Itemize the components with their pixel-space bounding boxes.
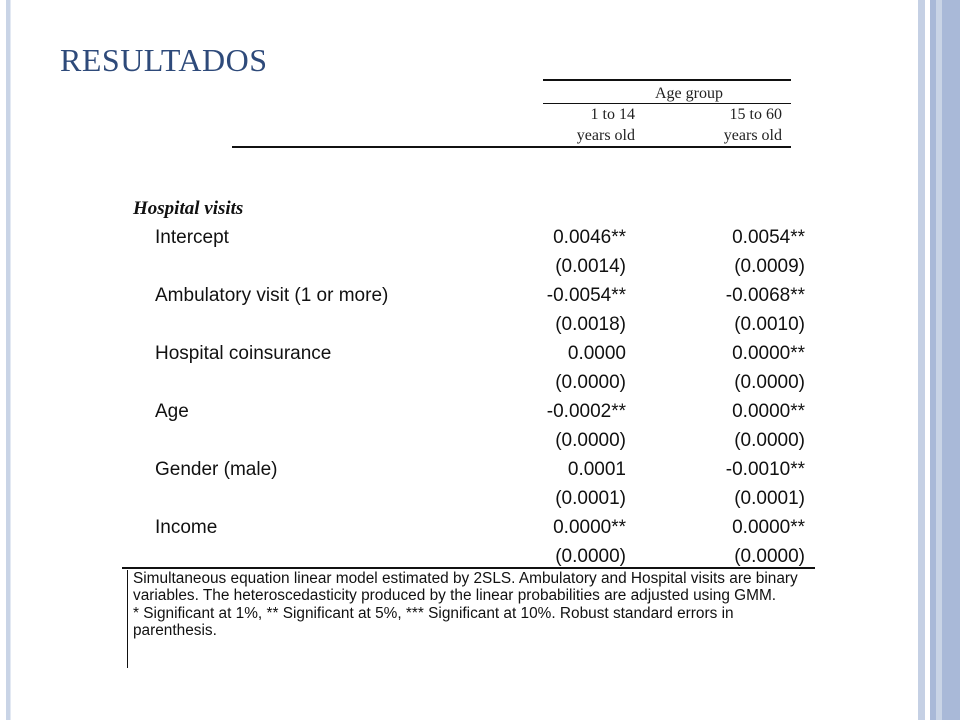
table-bottom-rule — [122, 567, 815, 569]
table-row — [0, 516, 960, 544]
col2-value: (0.0009) — [734, 256, 805, 277]
slide-title: RESULTADOS — [60, 42, 268, 78]
col2-value: -0.0068** — [725, 285, 805, 306]
col2-value: 0.0000** — [732, 401, 805, 422]
note-significance: * Significant at 1%, ** Significant at 5%, *** Significant at 10%. Robust standard errors in parenthesis. — [133, 604, 734, 640]
col1-value: -0.0054** — [546, 285, 626, 306]
table-row — [0, 429, 960, 457]
col2-value: -0.0010** — [725, 459, 805, 480]
row-label: Gender (male) — [155, 459, 278, 480]
col1-value: (0.0000) — [555, 372, 626, 393]
header-bottom-rule — [232, 146, 791, 148]
table-row — [0, 255, 960, 283]
header-group-rule — [543, 103, 791, 104]
row-label: Hospital coinsurance — [155, 343, 332, 364]
col1-value: 0.0000 — [567, 343, 626, 364]
table-row — [0, 342, 960, 370]
section-title: Hospital visits — [133, 198, 244, 219]
col1-value: 0.0001 — [567, 459, 626, 480]
col2-value: 0.0054** — [732, 227, 805, 248]
col1-value: (0.0018) — [555, 314, 626, 335]
col1-value: (0.0000) — [555, 546, 626, 567]
table-row — [0, 458, 960, 486]
col2-header-line2: years old — [723, 127, 782, 144]
col2-value: (0.0000) — [734, 430, 805, 451]
col1-value: -0.0002** — [546, 401, 626, 422]
table-row — [0, 226, 960, 254]
table-row — [0, 487, 960, 515]
table-row — [0, 284, 960, 312]
table-row — [0, 371, 960, 399]
col1-value: 0.0046** — [553, 227, 626, 248]
col1-header-line2: years old — [576, 127, 635, 144]
col2-value: (0.0010) — [734, 314, 805, 335]
note-methodology: Simultaneous equation linear model estimated by 2SLS. Ambulatory and Hospital visits are binary variables. The heteroscedasticity produced by the linear probabilities are adjusted using GMM. — [133, 570, 798, 605]
row-label: Income — [155, 517, 218, 538]
table-row — [0, 313, 960, 341]
notes-left-rule — [127, 570, 128, 668]
col1-value: (0.0014) — [555, 256, 626, 277]
row-label: Age — [155, 401, 189, 422]
header-top-rule — [543, 79, 791, 81]
row-label: Intercept — [155, 227, 229, 248]
col2-header-line1: 15 to 60 — [729, 106, 782, 123]
col2-value: 0.0000** — [732, 517, 805, 538]
table-notes — [133, 570, 813, 640]
col1-value: (0.0001) — [555, 488, 626, 509]
col1-value: 0.0000** — [553, 517, 626, 538]
table-row — [0, 400, 960, 428]
col1-header-line1: 1 to 14 — [590, 106, 635, 123]
col2-value: 0.0000** — [732, 343, 805, 364]
col2-value: (0.0000) — [734, 372, 805, 393]
row-label: Ambulatory visit (1 or more) — [155, 285, 389, 306]
col2-value: (0.0001) — [734, 488, 805, 509]
col1-value: (0.0000) — [555, 430, 626, 451]
col2-value: (0.0000) — [734, 546, 805, 567]
age-group-label: Age group — [655, 85, 723, 102]
